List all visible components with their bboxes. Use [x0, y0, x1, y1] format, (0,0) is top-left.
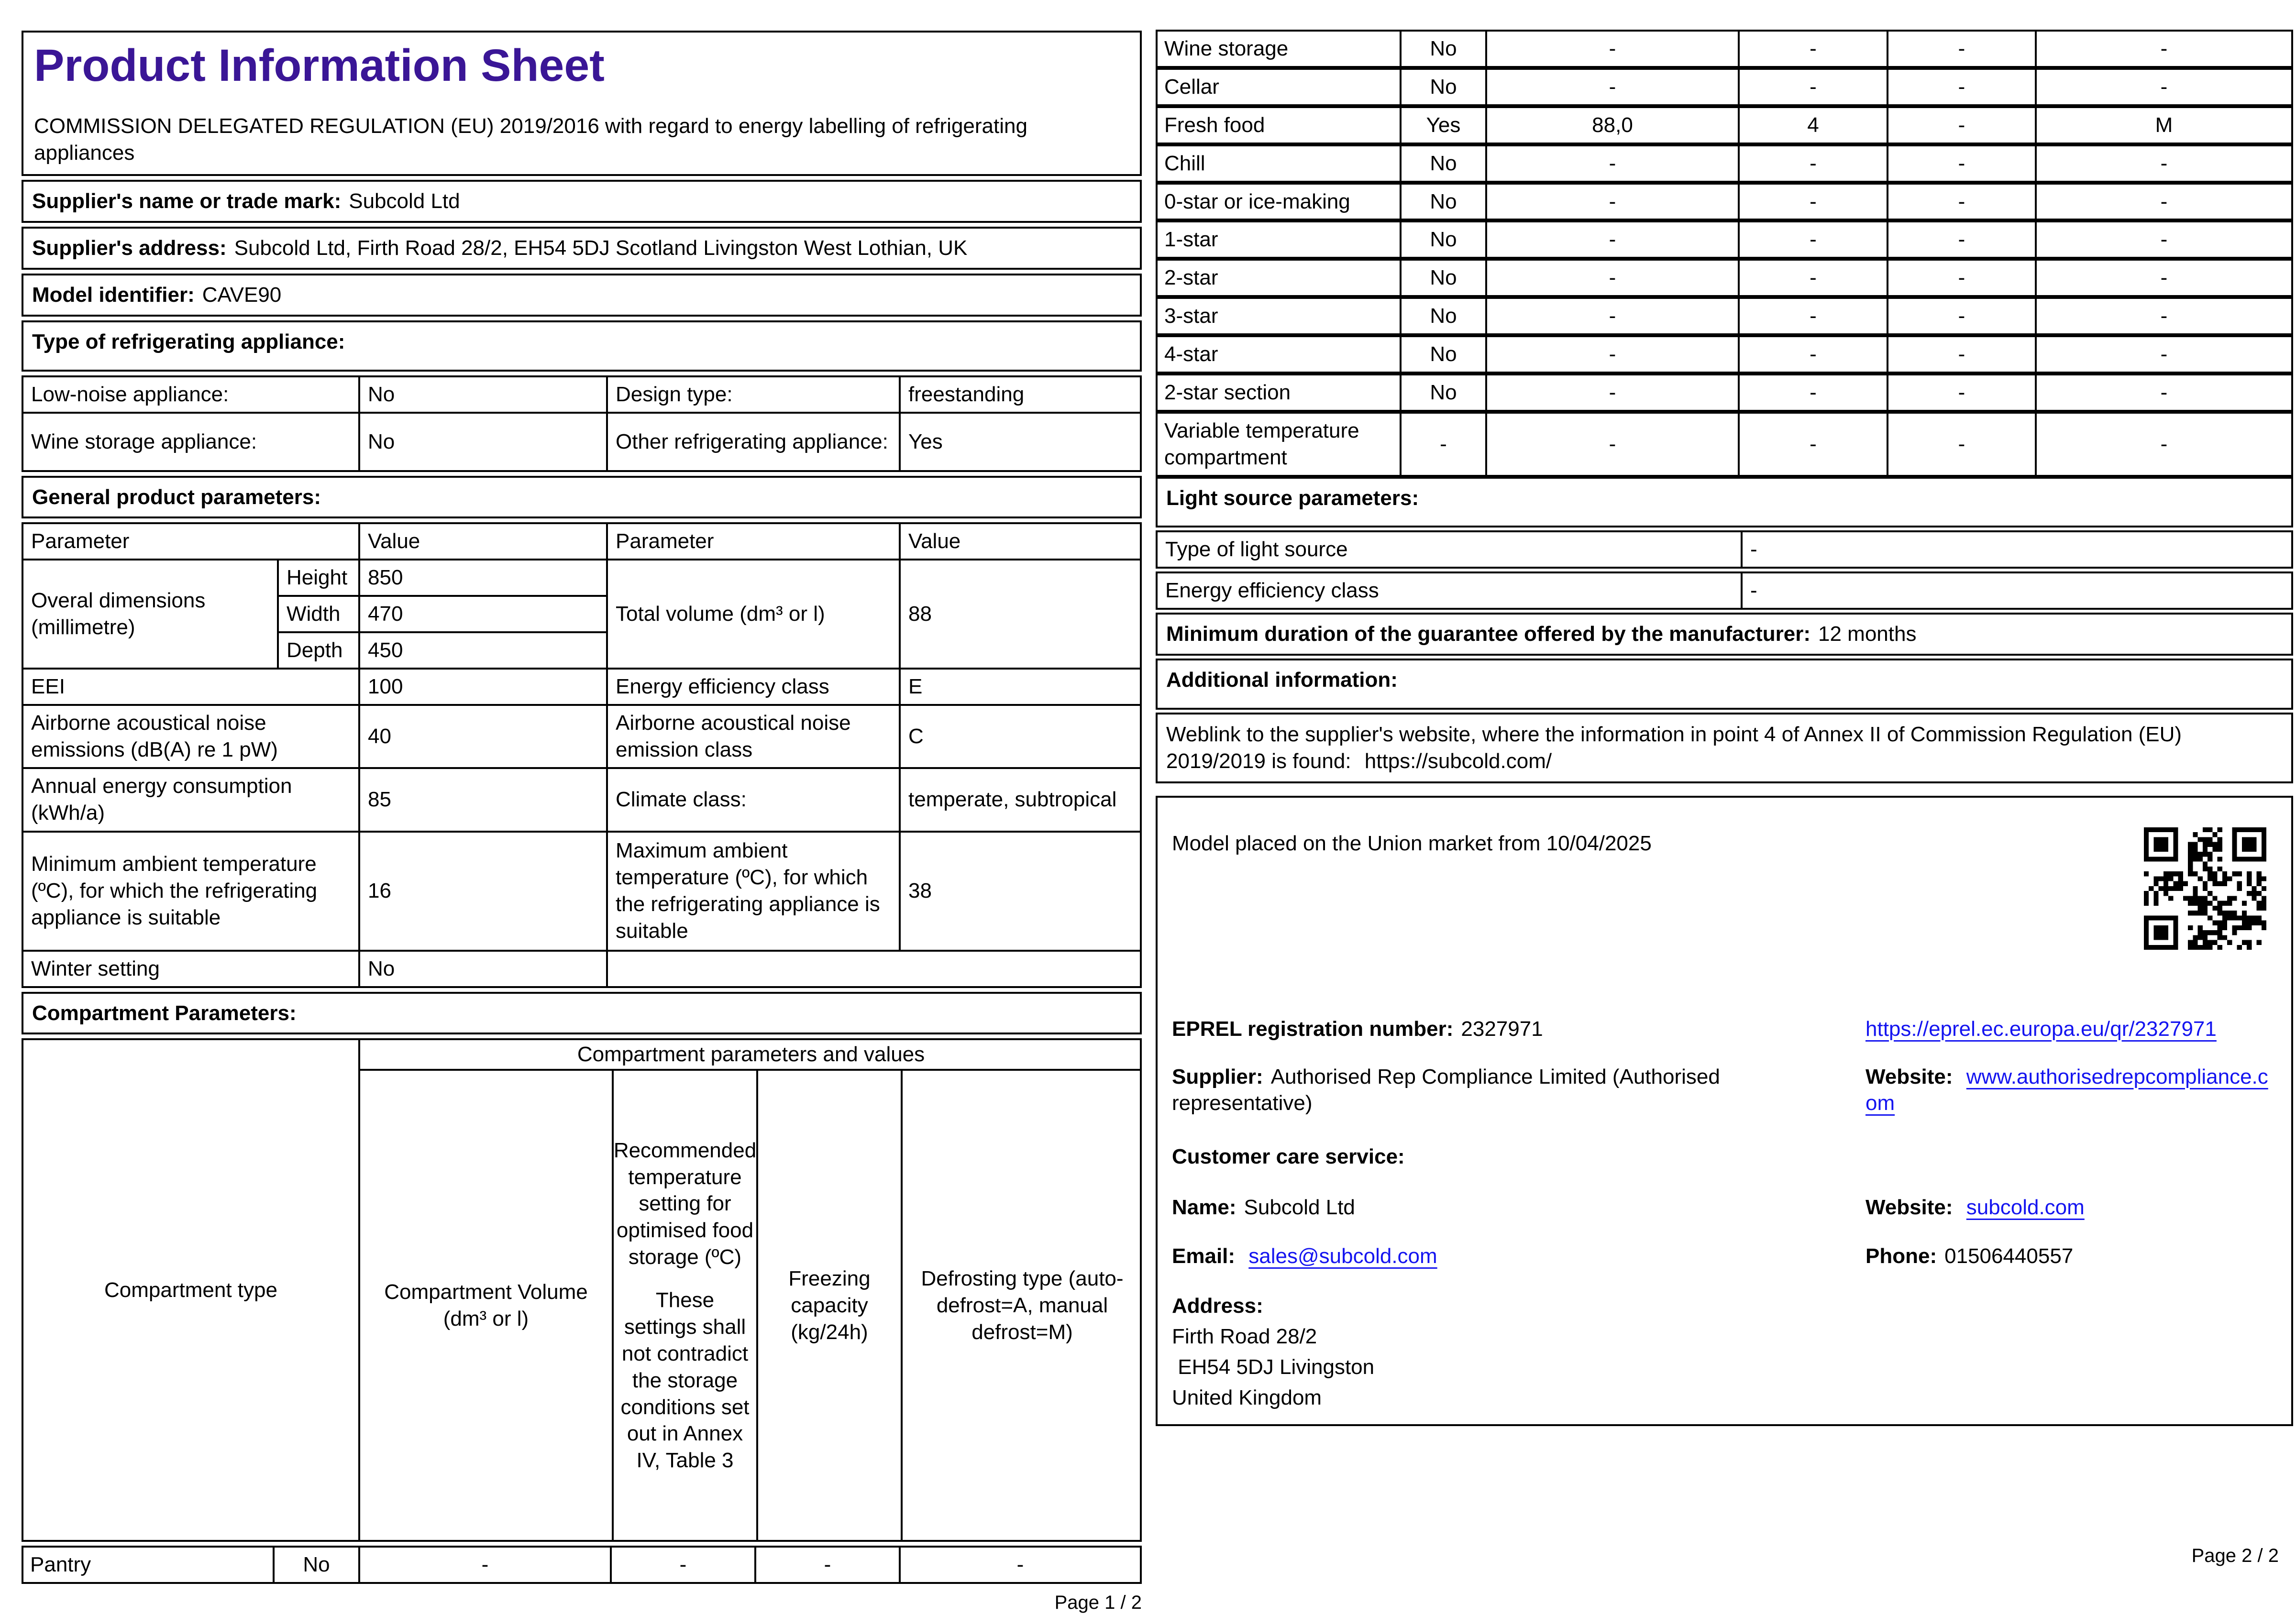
- compartment-defrost-cell: -: [2035, 185, 2291, 219]
- compartment-temperature-cell: -: [1738, 337, 1887, 372]
- compartment-present-cell: No: [1400, 185, 1485, 219]
- website-label: Website:: [1866, 1065, 1953, 1088]
- light-type-label-cell: Type of light source: [1165, 538, 1348, 561]
- compartment-present-cell: No: [1400, 222, 1485, 257]
- compartment-temperature-cell: -: [1738, 185, 1887, 219]
- light-type-value-cell: -: [1741, 532, 2291, 567]
- dimensions-row: [23, 559, 1140, 668]
- market-placement-text: Model placed on the Union market from 10/04/2025: [1172, 831, 1652, 855]
- compartment-defrost-cell: -: [2035, 299, 2291, 333]
- compartment-present-cell: No: [1400, 299, 1485, 333]
- compartment-volume-cell: -: [1485, 32, 1738, 66]
- energy-consumption-row: [23, 767, 1140, 831]
- column-header: Parameter: [31, 529, 130, 553]
- column-header: Value: [899, 524, 1140, 559]
- guarantee-value: 12 months: [1818, 622, 1917, 646]
- depth-label-cell: Depth: [277, 631, 358, 668]
- address-line-1: Firth Road 28/2: [1172, 1324, 1317, 1348]
- compartment-defrost-cell: -: [2035, 146, 2291, 181]
- compartment-row: [1156, 106, 2293, 144]
- compartment-defrost-cell: -: [2035, 414, 2291, 475]
- supplier-address-value: Subcold Ltd, Firth Road 28/2, EH54 5DJ Scotland Livingston West Lothian, UK: [234, 236, 968, 260]
- supplier-name-label: Supplier's name or trade mark:: [32, 189, 342, 213]
- low-noise-label-cell: Low-noise appliance:: [31, 382, 229, 406]
- model-identifier-row: [22, 274, 1142, 317]
- eprel-link[interactable]: https://eprel.ec.europa.eu/qr/2327971: [1866, 1017, 2217, 1041]
- temperature-header-text: Recommended temperature setting for optimised food storage (ºC): [613, 1138, 757, 1269]
- compartment-type-cell: Variable temperature compartment: [1164, 418, 1359, 469]
- compartment-defrost-cell: -: [2035, 32, 2291, 66]
- compartment-row: [1156, 30, 2293, 68]
- eprel-row: [1172, 1016, 2277, 1043]
- supplier-row: [1172, 1064, 2277, 1117]
- compartment-freezing-cell: -: [1887, 414, 2035, 475]
- supplier-rep-value: Authorised Rep Compliance Limited (Authorised representative): [1172, 1065, 1720, 1115]
- supplier-name-value: Subcold Ltd: [349, 189, 460, 213]
- compartment-type-cell: 2-star: [1164, 266, 1218, 290]
- compartment-row: [1156, 259, 2293, 297]
- compartment-type-header: Compartment type: [104, 1278, 277, 1302]
- compartment-temperature-cell: -: [1738, 414, 1887, 475]
- compartment-present-cell: No: [1400, 337, 1485, 372]
- supplier-weblink-url: https://subcold.com/: [1364, 749, 1552, 773]
- compartment-freezing-cell: -: [1887, 222, 2035, 257]
- noise-row: [23, 704, 1140, 767]
- qr-code: [2144, 827, 2266, 950]
- compartment-freezing-cell: -: [1887, 299, 2035, 333]
- eei-value-cell: 100: [358, 670, 606, 704]
- ambient-temperature-row: [23, 831, 1140, 950]
- winter-setting-row: [23, 950, 1140, 986]
- compartment-present-cell: No: [1400, 261, 1485, 295]
- light-class-label-cell: Energy efficiency class: [1165, 579, 1379, 603]
- energy-class-value-cell: E: [899, 670, 1140, 704]
- compartment-freezing-cell: -: [1887, 32, 2035, 66]
- pantry-row: [22, 1546, 1142, 1584]
- winter-setting-value-cell: No: [358, 952, 606, 986]
- compartment-present-cell: Yes: [1400, 108, 1485, 143]
- compartment-present-cell: No: [273, 1548, 358, 1582]
- compartment-present-cell: No: [1400, 70, 1485, 104]
- eprel-number: 2327971: [1461, 1017, 1543, 1041]
- compartment-type-cell: Chill: [1164, 151, 1205, 175]
- name-value: Subcold Ltd: [1244, 1196, 1355, 1219]
- compartment-type-cell: 4-star: [1164, 342, 1218, 366]
- model-identifier-value: CAVE90: [202, 283, 282, 307]
- low-noise-value-cell: No: [358, 377, 606, 412]
- customer-name-row: [1172, 1194, 2277, 1221]
- compartment-present-cell: No: [1400, 146, 1485, 181]
- design-type-value-cell: freestanding: [899, 377, 1140, 412]
- compartment-type-cell: 3-star: [1164, 304, 1218, 328]
- table-header-row: [23, 524, 1140, 559]
- email-label: Email:: [1172, 1244, 1236, 1268]
- height-value-cell: 850: [358, 560, 606, 595]
- additional-information-heading: Additional information:: [1156, 659, 2293, 710]
- max-ambient-label-cell: Maximum ambient temperature (ºC), for which the refrigerating appliance is suitable: [606, 833, 899, 950]
- weblink-row: [1156, 713, 2293, 783]
- compartment-volume-cell: -: [358, 1548, 610, 1582]
- compartment-defrost-cell: -: [899, 1548, 1140, 1582]
- compartment-type-cell: 0-star or ice-making: [1164, 189, 1350, 213]
- compartment-row: [1156, 297, 2293, 335]
- phone-value: 01506440557: [1944, 1244, 2074, 1268]
- compartment-row: [1156, 220, 2293, 259]
- page-2: [1156, 30, 2293, 1429]
- model-identifier-label: Model identifier:: [32, 283, 195, 307]
- appliance-type-table: [22, 375, 1142, 472]
- empty-cell: [606, 952, 1140, 986]
- compartment-volume-cell: -: [1485, 222, 1738, 257]
- compartment-defrost-cell: -: [2035, 70, 2291, 104]
- noise-class-label-cell: Airborne acoustical noise emission class: [606, 706, 899, 767]
- phone-label: Phone:: [1866, 1244, 1937, 1268]
- compartment-defrost-cell: -: [2035, 337, 2291, 372]
- compartment-freezing-cell: -: [1887, 337, 2035, 372]
- eei-row: [23, 668, 1140, 704]
- min-ambient-value-cell: 16: [358, 833, 606, 950]
- compartment-volume-cell: -: [1485, 261, 1738, 295]
- min-ambient-label-cell: Minimum ambient temperature (ºC), for which the refrigerating appliance is suitable: [31, 852, 318, 930]
- page-1: [22, 31, 1142, 1615]
- noise-label-cell: Airborne acoustical noise emissions (dB(A) re 1 pW): [31, 711, 278, 761]
- compartment-defrost-cell: -: [2035, 222, 2291, 257]
- wine-storage-label-cell: Wine storage appliance:: [31, 429, 257, 453]
- climate-class-label-cell: Climate class:: [606, 769, 899, 831]
- light-source-heading: Light source parameters:: [1156, 477, 2293, 528]
- climate-class-value-cell: temperate, subtropical: [899, 769, 1140, 831]
- temperature-header-note: These settings shall not contradict the storage conditions set out in Annex IV, Table 3: [620, 1288, 750, 1472]
- compartment-volume-cell: -: [1485, 185, 1738, 219]
- compartment-row: [1156, 144, 2293, 183]
- energy-class-label-cell: Energy efficiency class: [606, 670, 899, 704]
- width-label-cell: Width: [277, 595, 358, 631]
- customer-care-heading: Customer care service:: [1172, 1145, 1405, 1169]
- customer-email-row: [1172, 1243, 2277, 1270]
- compartment-type-cell: 2-star section: [1164, 380, 1291, 404]
- dimensions-label-cell: Overal dimensions (millimetre): [31, 589, 206, 639]
- compartment-temperature-cell: -: [1738, 146, 1887, 181]
- supplier-address-label: Supplier's address:: [32, 236, 227, 260]
- page2-compartment-table: [1156, 30, 2293, 477]
- light-class-value-cell: -: [1741, 573, 2291, 608]
- eprel-label: EPREL registration number:: [1172, 1017, 1454, 1041]
- width-value-cell: 470: [358, 595, 606, 631]
- compartment-type-cell: Pantry: [30, 1553, 91, 1577]
- defrost-column-header: Defrosting type (auto-defrost=A, manual defrost=M): [901, 1071, 1142, 1540]
- other-appliance-label-cell: Other refrigerating appliance:: [606, 414, 899, 470]
- compartment-type-cell: 1-star: [1164, 228, 1218, 252]
- weblink-text: Weblink to the supplier's website, where the information in point 4 of Annex II of Commission Regulation (EU) 2019/2019 is found:: [1166, 722, 2182, 773]
- light-source-class-row: [1156, 571, 2293, 610]
- address-block: [1172, 1293, 2277, 1411]
- compartment-volume-cell: -: [1485, 299, 1738, 333]
- compartment-temperature-cell: -: [1738, 70, 1887, 104]
- max-ambient-value-cell: 38: [899, 833, 1140, 950]
- compartment-type-cell: Cellar: [1164, 75, 1219, 99]
- address-label: Address:: [1172, 1294, 1263, 1318]
- address-line-2: EH54 5DJ Livingston: [1172, 1355, 1375, 1379]
- compartment-freezing-cell: -: [754, 1548, 899, 1582]
- compartment-volume-cell: -: [1485, 375, 1738, 410]
- height-label-cell: Height: [277, 560, 358, 595]
- compartment-volume-cell: -: [1485, 146, 1738, 181]
- compartment-defrost-cell: -: [2035, 375, 2291, 410]
- light-source-type-row: [1156, 530, 2293, 569]
- compartment-present-cell: No: [1400, 32, 1485, 66]
- compartment-freezing-cell: -: [1887, 70, 2035, 104]
- compartment-temperature-cell: -: [610, 1548, 754, 1582]
- temperature-column-header: [612, 1071, 756, 1540]
- compartment-temperature-cell: 4: [1738, 108, 1887, 143]
- guarantee-row: [1156, 613, 2293, 656]
- design-type-label-cell: Design type:: [606, 377, 899, 412]
- depth-value-cell: 450: [358, 631, 606, 668]
- general-parameters-table: [22, 522, 1142, 988]
- page-number-1: Page 1 / 2: [1054, 1592, 1142, 1614]
- compartment-freezing-cell: -: [1887, 146, 2035, 181]
- compartment-volume-cell: -: [1485, 70, 1738, 104]
- compartment-present-cell: No: [1400, 375, 1485, 410]
- compartment-table-header: [22, 1038, 1142, 1542]
- column-header: Value: [358, 524, 606, 559]
- supplier-website-link[interactable]: www.authorisedrepcompliance.com: [1866, 1065, 2268, 1115]
- website-label-2: Website:: [1866, 1196, 1953, 1219]
- compartment-row: [1156, 412, 2293, 477]
- compartment-volume-cell: -: [1485, 337, 1738, 372]
- compartment-temperature-cell: -: [1738, 32, 1887, 66]
- compartment-temperature-cell: -: [1738, 299, 1887, 333]
- email-link[interactable]: sales@subcold.com: [1248, 1244, 1437, 1268]
- energy-consumption-value-cell: 85: [358, 769, 606, 831]
- compartment-present-cell: -: [1400, 414, 1485, 475]
- total-volume-value-cell: 88: [899, 560, 1140, 668]
- table-row: [23, 377, 1140, 412]
- compartment-freezing-cell: -: [1887, 375, 2035, 410]
- customer-website-link[interactable]: subcold.com: [1966, 1196, 2085, 1219]
- guarantee-label: Minimum duration of the guarantee offered by the manufacturer:: [1166, 622, 1811, 646]
- winter-setting-label-cell: Winter setting: [31, 956, 160, 980]
- compartment-temperature-cell: -: [1738, 375, 1887, 410]
- general-parameters-heading: General product parameters:: [22, 476, 1142, 519]
- table-row: [23, 412, 1140, 470]
- other-appliance-value-cell: Yes: [899, 414, 1140, 470]
- page-title: Product Information Sheet: [34, 40, 605, 91]
- compartment-row: [1156, 335, 2293, 374]
- market-row: [1172, 811, 2277, 1016]
- noise-value-cell: 40: [358, 706, 606, 767]
- total-volume-label-cell: Total volume (dm³ or l): [606, 560, 899, 668]
- wine-storage-value-cell: No: [358, 414, 606, 470]
- compartment-parameters-heading: Compartment Parameters:: [22, 992, 1142, 1035]
- compartment-freezing-cell: -: [1887, 185, 2035, 219]
- market-info-block: [1156, 796, 2293, 1427]
- compartment-volume-cell: 88,0: [1485, 108, 1738, 143]
- eei-label-cell: EEI: [31, 675, 65, 699]
- address-line-3: United Kingdom: [1172, 1385, 1322, 1409]
- compartment-temperature-cell: -: [1738, 261, 1887, 295]
- compartment-freezing-cell: -: [1887, 108, 2035, 143]
- energy-consumption-label-cell: Annual energy consumption (kWh/a): [31, 774, 292, 825]
- compartment-row: [1156, 68, 2293, 106]
- column-header: Parameter: [606, 524, 899, 559]
- supplier-address-row: [22, 227, 1142, 270]
- freezing-column-header: Freezing capacity (kg/24h): [756, 1071, 901, 1540]
- compartment-volume-cell: -: [1485, 414, 1738, 475]
- supplier-label: Supplier:: [1172, 1065, 1263, 1088]
- compartment-defrost-cell: -: [2035, 261, 2291, 295]
- compartment-temperature-cell: -: [1738, 222, 1887, 257]
- compartment-values-header: [358, 1040, 1140, 1540]
- noise-class-value-cell: C: [899, 706, 1140, 767]
- compartment-values-title: Compartment parameters and values: [360, 1040, 1142, 1071]
- volume-column-header: Compartment Volume (dm³ or l): [384, 1280, 588, 1330]
- compartment-row: [1156, 183, 2293, 221]
- compartment-type-cell: Wine storage: [1164, 37, 1289, 60]
- compartment-freezing-cell: -: [1887, 261, 2035, 295]
- compartment-defrost-cell: M: [2035, 108, 2291, 143]
- type-of-appliance-heading: Type of refrigerating appliance:: [22, 320, 1142, 372]
- name-label: Name:: [1172, 1196, 1236, 1219]
- compartment-row: [1156, 374, 2293, 412]
- page-number-2: Page 2 / 2: [2191, 1545, 2279, 1566]
- compartment-type-cell: Fresh food: [1164, 113, 1265, 137]
- supplier-name-row: [22, 180, 1142, 223]
- title-section: [22, 31, 1142, 176]
- regulation-text: COMMISSION DELEGATED REGULATION (EU) 2019/2016 with regard to energy labelling of refrigerating appliances: [34, 114, 1027, 165]
